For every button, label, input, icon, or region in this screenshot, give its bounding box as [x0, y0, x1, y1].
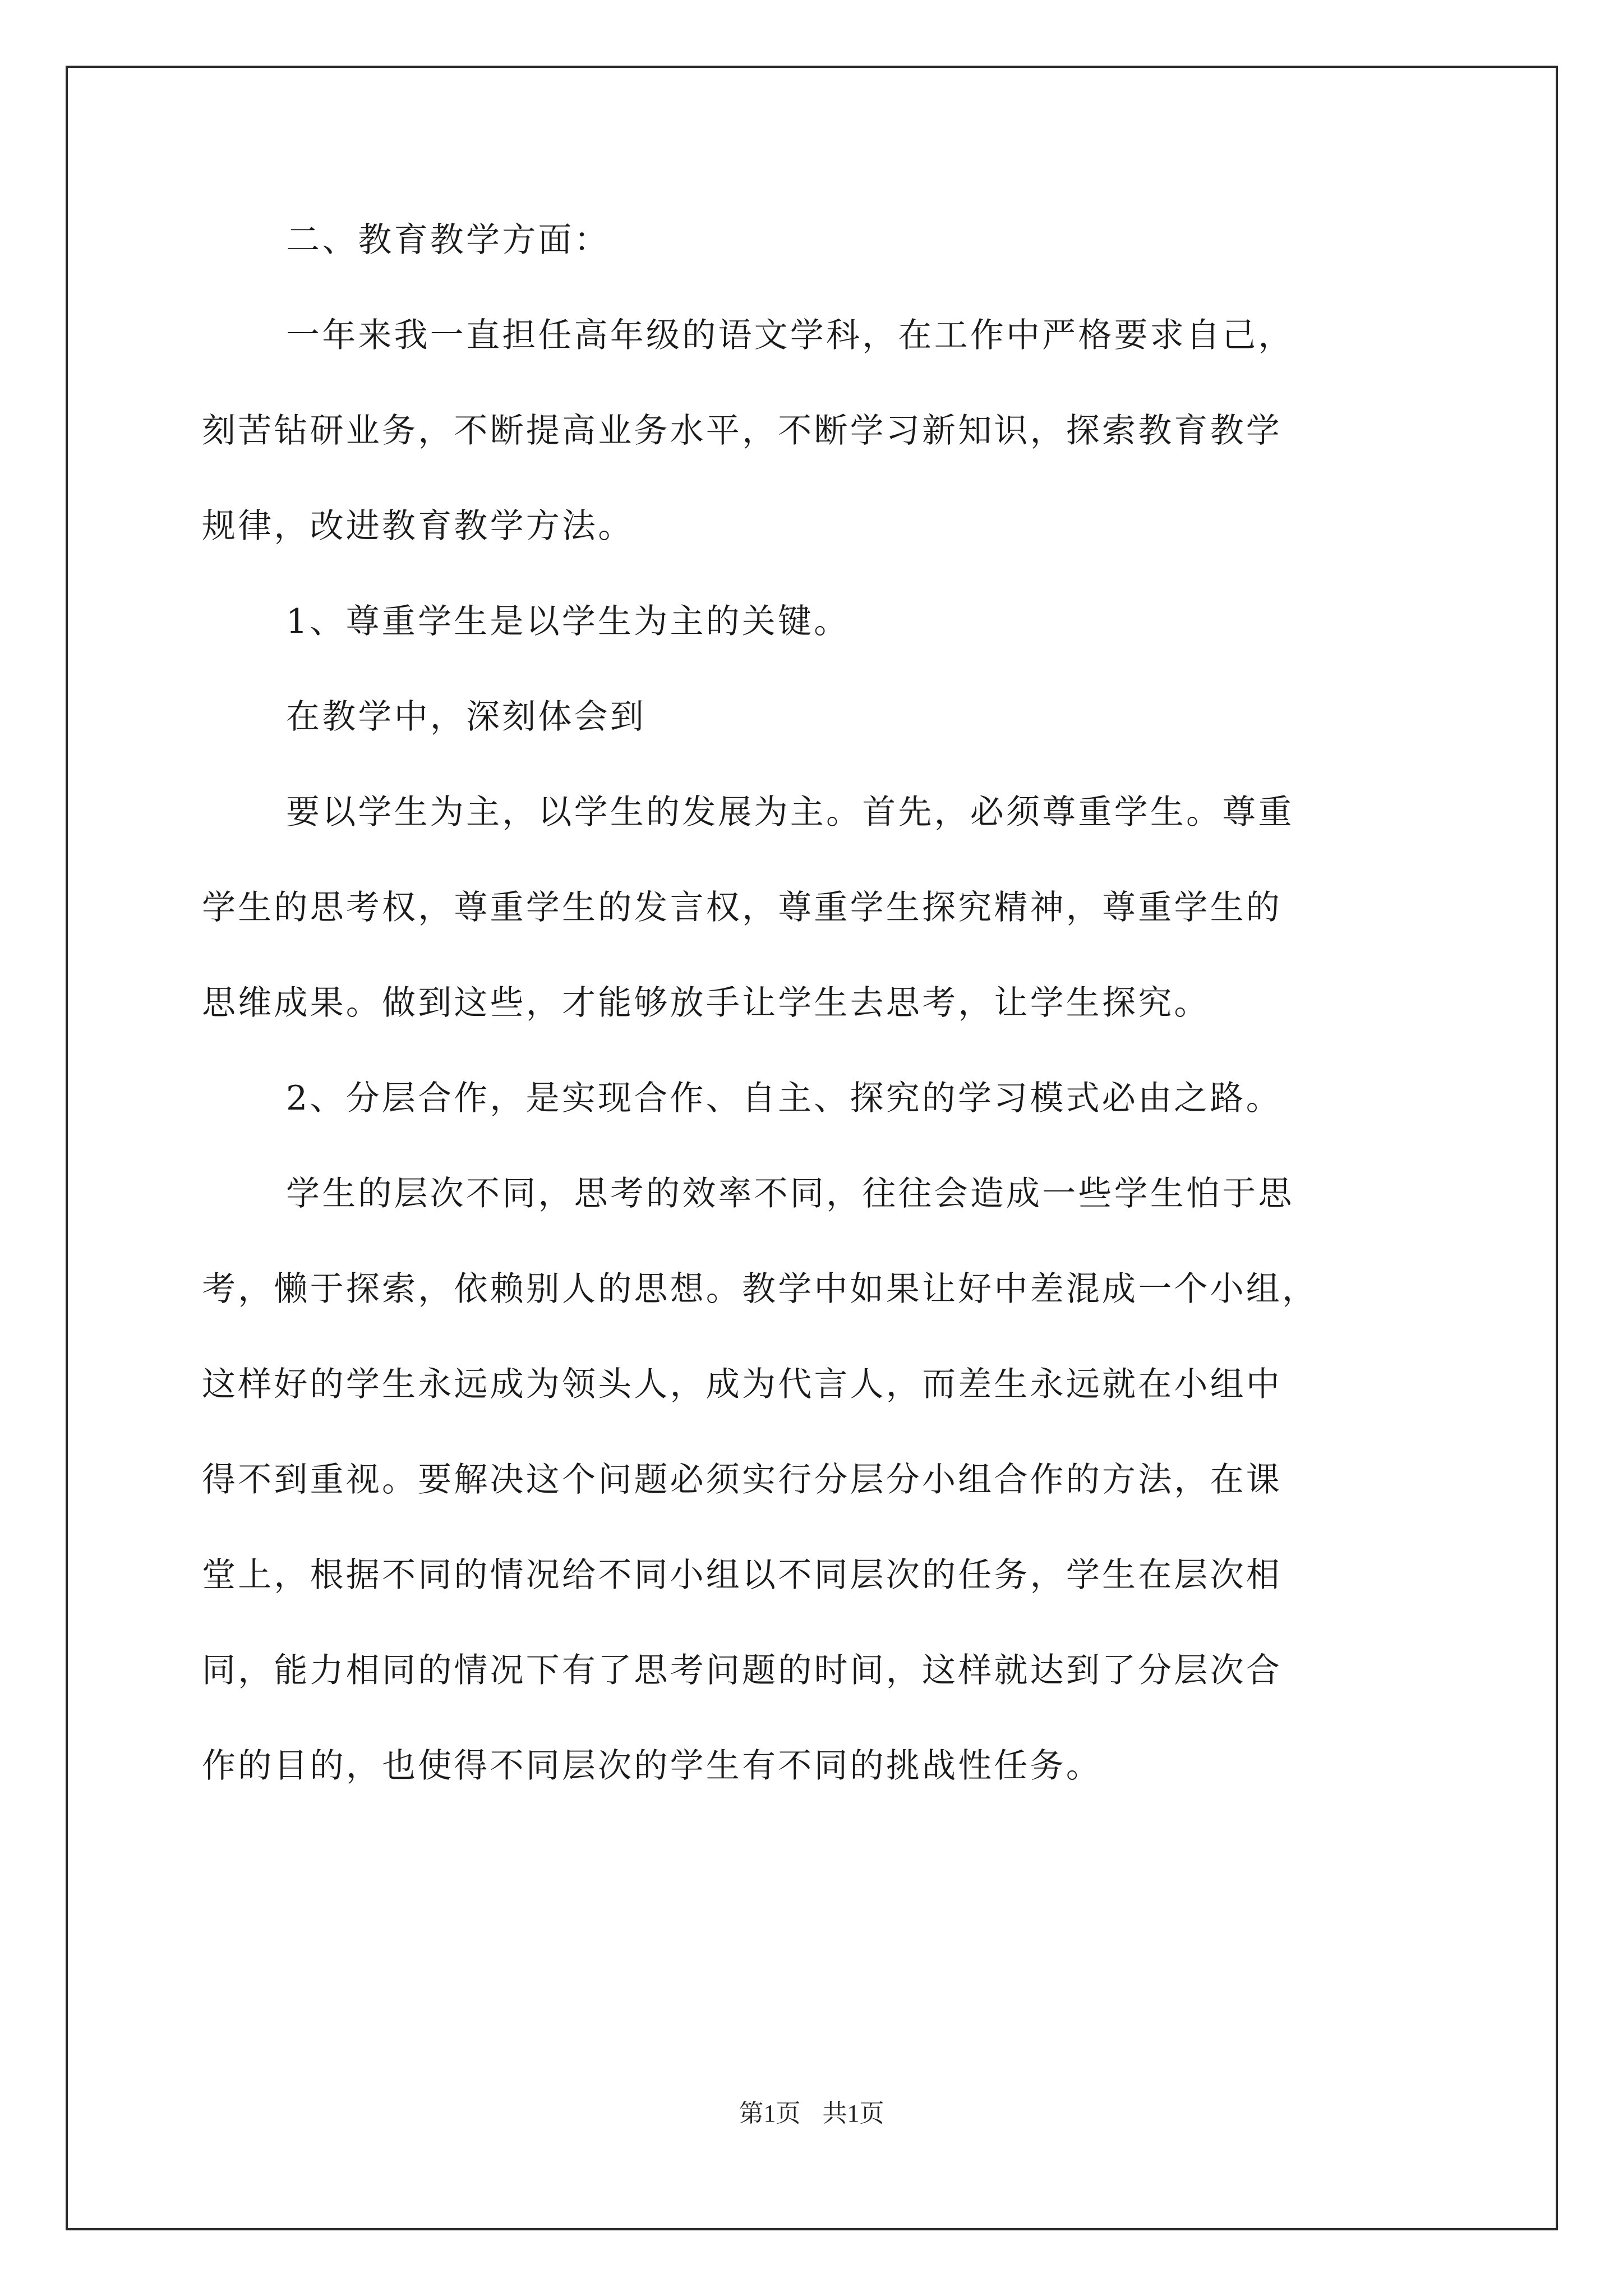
paragraph-line: 作的目的，也使得不同层次的学生有不同的挑战性任务。	[202, 1746, 1102, 1786]
paragraph-line: 要以学生为主，以学生的发展为主。首先，必须尊重学生。尊重	[286, 793, 1294, 832]
paragraph-line: 规律，改进教育教学方法。	[202, 507, 634, 546]
paragraph-line: 得不到重视。要解决这个问题必须实行分层分小组合作的方法，在课	[202, 1460, 1282, 1499]
paragraph-line: 同，能力相同的情况下有了思考问题的时间，这样就达到了分层次合	[202, 1651, 1282, 1690]
page-footer	[0, 2098, 1623, 2129]
heading-education-teaching: 二、教育教学方面：	[286, 220, 610, 260]
paragraph-line: 一年来我一直担任高年级的语文学科，在工作中严格要求自己，	[286, 316, 1294, 355]
paragraph-line: 在教学中，深刻体会到	[286, 697, 646, 737]
subheading-layered-cooperation: 2、分层合作，是实现合作、自主、探究的学习模式必由之路。	[286, 1079, 1282, 1118]
paragraph-line: 堂上，根据不同的情况给不同小组以不同层次的任务，学生在层次相	[202, 1556, 1282, 1595]
paragraph-line: 考，懒于探索，依赖别人的思想。教学中如果让好中差混成一个小组，	[202, 1269, 1318, 1309]
subheading-respect-students: 1、尊重学生是以学生为主的关键。	[286, 602, 850, 641]
paragraph-line: 学生的层次不同，思考的效率不同，往往会造成一些学生怕于思	[286, 1174, 1294, 1213]
total-pages: 共1页	[822, 2100, 884, 2127]
page-border	[66, 66, 1558, 2230]
paragraph-line: 学生的思考权，尊重学生的发言权，尊重学生探究精神，尊重学生的	[202, 888, 1282, 927]
paragraph-line: 思维成果。做到这些，才能够放手让学生去思考，让学生探究。	[202, 983, 1210, 1023]
page-number: 第1页	[739, 2100, 801, 2127]
paragraph-line: 刻苦钻研业务，不断提高业务水平，不断学习新知识，探索教育教学	[202, 411, 1282, 450]
paragraph-line: 这样好的学生永远成为领头人，成为代言人，而差生永远就在小组中	[202, 1365, 1282, 1404]
